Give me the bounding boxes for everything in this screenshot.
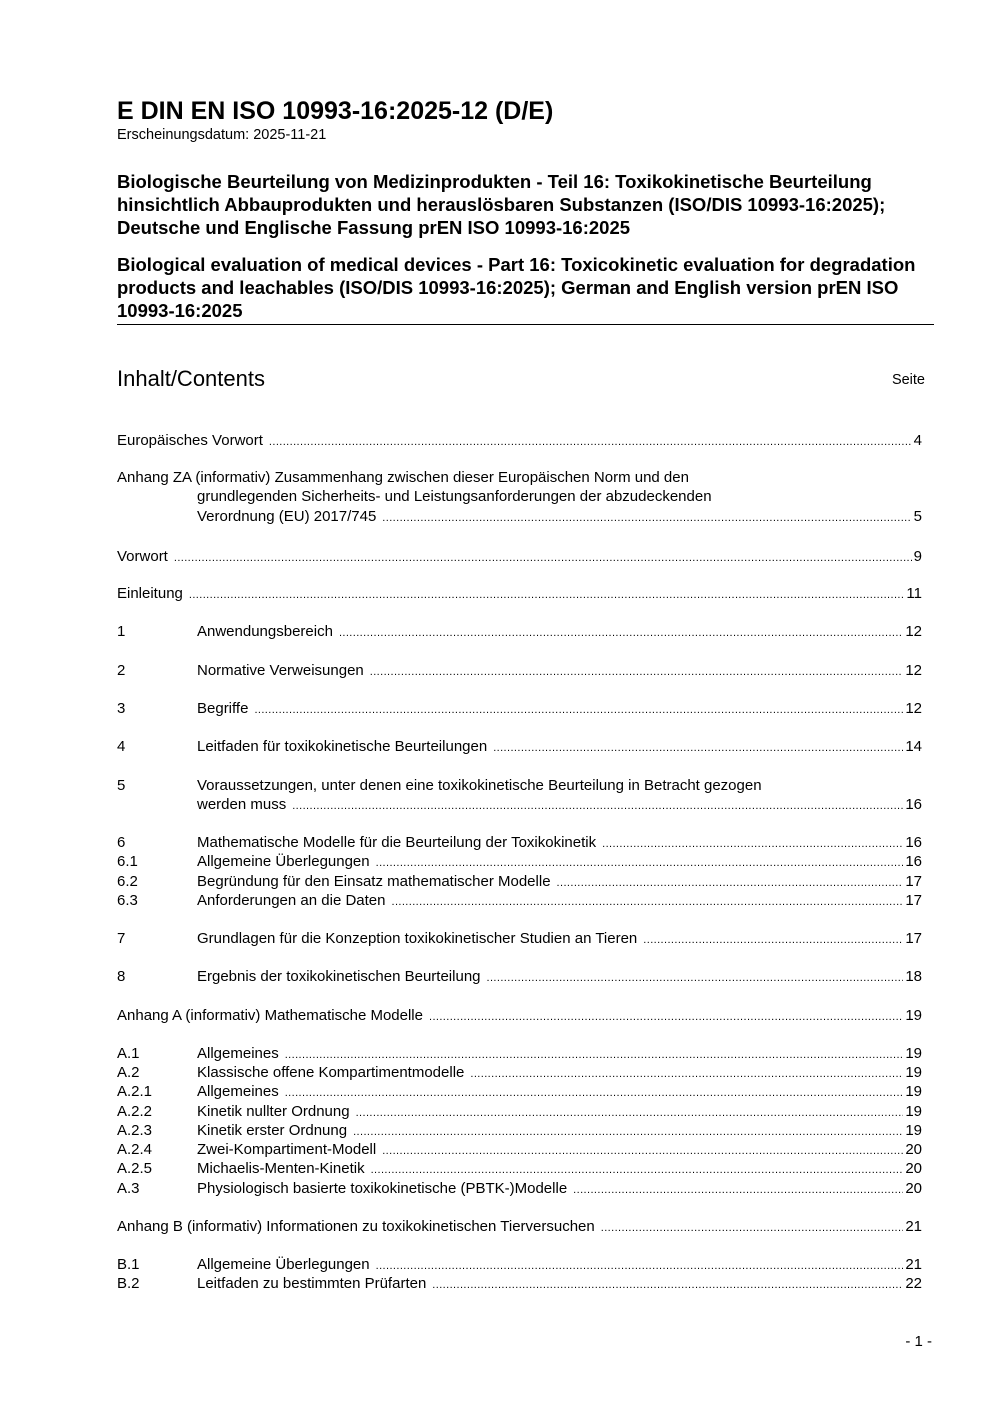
toc-entry-page: 12 — [905, 623, 922, 640]
toc-entry-page: 5 — [913, 507, 922, 525]
toc-entry-label: Anhang B (informativ) Informationen zu toxikokinetischen Tierversuchen — [117, 1218, 595, 1235]
toc-entry-page: 12 — [905, 662, 922, 679]
toc-entry[interactable] — [117, 699, 922, 720]
toc-entry-label: Allgemeine Überlegungen — [197, 853, 370, 870]
toc-entry-number: B.1 — [117, 1256, 140, 1273]
toc-entry-number: 6.1 — [117, 853, 138, 870]
toc-entry-number: A.2 — [117, 1064, 140, 1081]
toc-entry-label: werden muss — [197, 796, 287, 814]
dot-leader — [382, 509, 911, 528]
toc-entry-label: Grundlagen für die Konzeption toxikokinetischer Studien an Tieren — [197, 930, 638, 947]
publication-date: Erscheinungsdatum: 2025-11-21 — [117, 127, 327, 143]
toc-entry-label: Normative Verweisungen — [197, 662, 364, 679]
toc-entry-number: A.2.1 — [117, 1083, 153, 1100]
toc-entry-label: Anwendungsbereich — [197, 623, 333, 640]
document-page — [117, 96, 934, 391]
page-column-label: Seite — [891, 372, 925, 388]
toc-entry-label: Zwei-Kompartiment-Modell — [197, 1141, 377, 1158]
toc-entry-number: 5 — [117, 777, 126, 794]
dot-leader — [189, 586, 905, 605]
toc-entry-number: B.2 — [117, 1275, 140, 1292]
dot-leader — [371, 1161, 904, 1180]
toc-entry[interactable] — [117, 584, 922, 605]
toc-entry[interactable] — [117, 1274, 922, 1295]
toc-entry-number: A.2.5 — [117, 1160, 153, 1177]
toc-entry-number: A.2.2 — [117, 1103, 153, 1120]
toc-entry-label: Europäisches Vorwort — [117, 432, 263, 449]
toc-entry-page: 20 — [905, 1141, 922, 1158]
dot-leader — [174, 549, 912, 568]
toc-entry-page: 16 — [905, 796, 922, 814]
toc-entry-page: 21 — [905, 1218, 922, 1235]
toc-entry-label: Begriffe — [197, 700, 249, 717]
toc-entry-label: Kinetik erster Ordnung — [197, 1122, 348, 1139]
toc-entry[interactable] — [117, 661, 922, 682]
dot-leader — [370, 663, 904, 682]
toc-entry-number: 8 — [117, 968, 126, 985]
toc-entry[interactable] — [117, 1006, 922, 1027]
toc-entry[interactable] — [117, 431, 922, 452]
toc-entry-label-line: grundlegenden Sicherheits- und Leistungsanforderungen der abzudeckenden — [197, 488, 712, 506]
toc-entry-label: Anhang A (informativ) Mathematische Modelle — [117, 1007, 423, 1024]
title-english: Biological evaluation of medical devices - Part 16: Toxicokinetic evaluation for degradation products and leachables (ISO/DIS 10993-16:2025); German and English version prEN ISO 10993-16:2025 — [117, 253, 934, 325]
dot-leader — [573, 1181, 903, 1200]
toc-entry-page: 17 — [905, 892, 922, 909]
toc-entry-page: 19 — [905, 1007, 922, 1024]
toc-entry-page: 12 — [905, 700, 922, 717]
title-german: Biologische Beurteilung von Medizinprodukten - Teil 16: Toxikokinetische Beurteilung hinsichtlich Abbauprodukten und herauslösbaren Substanzen (ISO/DIS 10993-16:2025); Deutsche und Englische Fassung prEN ISO 10993-16:2025 — [117, 171, 886, 238]
toc-entry-page: 19 — [905, 1064, 922, 1081]
dot-leader — [643, 931, 903, 950]
toc-entry[interactable] — [117, 776, 922, 817]
toc-entry[interactable] — [117, 468, 922, 528]
toc-entry[interactable] — [117, 852, 922, 873]
toc-entry-label-line: Voraussetzungen, unter denen eine toxikokinetische Beurteilung in Betracht gezogen — [197, 777, 762, 794]
dot-leader — [285, 1084, 904, 1103]
toc-entry-page: 20 — [905, 1160, 922, 1177]
toc-entry-label: Vorwort — [117, 548, 168, 565]
toc-entry-number: A.1 — [117, 1045, 140, 1062]
toc-entry-label: Ergebnis der toxikokinetischen Beurteilung — [197, 968, 481, 985]
toc-entry-label: Kinetik nullter Ordnung — [197, 1103, 350, 1120]
toc-entry-page: 18 — [905, 968, 922, 985]
toc-entry[interactable] — [117, 891, 922, 912]
toc-entry[interactable] — [117, 547, 922, 568]
toc-entry[interactable] — [117, 1159, 922, 1180]
toc-entry[interactable] — [117, 1082, 922, 1103]
toc-entry-page: 17 — [905, 873, 922, 890]
dot-leader — [429, 1008, 903, 1027]
toc-entry-page: 19 — [905, 1083, 922, 1100]
toc-entry-label: Leitfaden für toxikokinetische Beurteilungen — [197, 738, 488, 755]
toc-entry[interactable] — [117, 929, 922, 950]
toc-entry-label: Michaelis-Menten-Kinetik — [197, 1160, 365, 1177]
toc-entry-label-line: Anhang ZA (informativ) Zusammenhang zwischen dieser Europäischen Norm und den — [117, 469, 689, 486]
toc-entry-number: 6.3 — [117, 892, 138, 909]
toc-entry-page: 11 — [906, 585, 922, 602]
toc-entry-number: 6.2 — [117, 873, 138, 890]
toc-entry-label: Anforderungen an die Daten — [197, 892, 386, 909]
contents-title: Inhalt/Contents — [117, 366, 265, 391]
page-number: - 1 - — [905, 1333, 932, 1350]
dot-leader — [391, 893, 903, 912]
toc-entry-page: 9 — [913, 548, 922, 565]
dot-leader — [339, 624, 903, 643]
toc-entry-number: 1 — [117, 623, 126, 640]
toc-entry[interactable] — [117, 967, 922, 988]
toc-entry-number: A.3 — [117, 1180, 140, 1197]
toc-entry-label: Mathematische Modelle für die Beurteilung der Toxikokinetik — [197, 834, 597, 851]
toc-entry-label: Begründung für den Einsatz mathematischer Modelle — [197, 873, 551, 890]
toc-entry-label: Leitfaden zu bestimmten Prüfarten — [197, 1275, 427, 1292]
toc-entry-label: Allgemeine Überlegungen — [197, 1256, 370, 1273]
toc-entry-number: 2 — [117, 662, 126, 679]
toc-entry-number: 6 — [117, 834, 126, 851]
toc-entry-number: 7 — [117, 930, 126, 947]
toc-entry-page: 21 — [905, 1256, 922, 1273]
toc-entry-label: Physiologisch basierte toxikokinetische (PBTK-)Modelle — [197, 1180, 568, 1197]
toc-entry-page: 20 — [905, 1180, 922, 1197]
document-id: E DIN EN ISO 10993-16:2025-12 (D/E) — [117, 97, 554, 125]
toc-entry-number: 3 — [117, 700, 126, 717]
toc-entry-page: 19 — [905, 1103, 922, 1120]
dot-leader — [292, 797, 903, 816]
toc-entry[interactable] — [117, 1179, 922, 1200]
toc-entry-page: 16 — [905, 853, 922, 870]
toc-entry-page: 17 — [905, 930, 922, 947]
dot-leader — [254, 701, 903, 720]
dot-leader — [376, 854, 904, 873]
toc-entry-label: Klassische offene Kompartimentmodelle — [197, 1064, 465, 1081]
toc-entry-page: 22 — [905, 1275, 922, 1292]
toc-entry-number: A.2.3 — [117, 1122, 153, 1139]
dot-leader — [493, 739, 903, 758]
toc-entry-label: Allgemeines — [197, 1083, 279, 1100]
toc-entry-page: 14 — [905, 738, 922, 755]
dot-leader — [601, 1219, 904, 1238]
toc-entry-label: Verordnung (EU) 2017/745 — [197, 507, 377, 525]
toc-entry-page: 16 — [905, 834, 922, 851]
toc-entry-label: Allgemeines — [197, 1045, 279, 1062]
dot-leader — [432, 1276, 903, 1295]
toc-entry-number: 4 — [117, 738, 126, 755]
toc-entry-page: 19 — [905, 1122, 922, 1139]
dot-leader — [269, 433, 912, 452]
toc-entry[interactable] — [117, 622, 922, 643]
toc-entry-page: 4 — [913, 432, 922, 449]
dot-leader — [487, 969, 904, 988]
toc-entry[interactable] — [117, 1217, 922, 1238]
toc-entry[interactable] — [117, 737, 922, 758]
toc-entry-label: Einleitung — [117, 585, 183, 602]
toc-entry-number: A.2.4 — [117, 1141, 153, 1158]
toc-entry-page: 19 — [905, 1045, 922, 1062]
